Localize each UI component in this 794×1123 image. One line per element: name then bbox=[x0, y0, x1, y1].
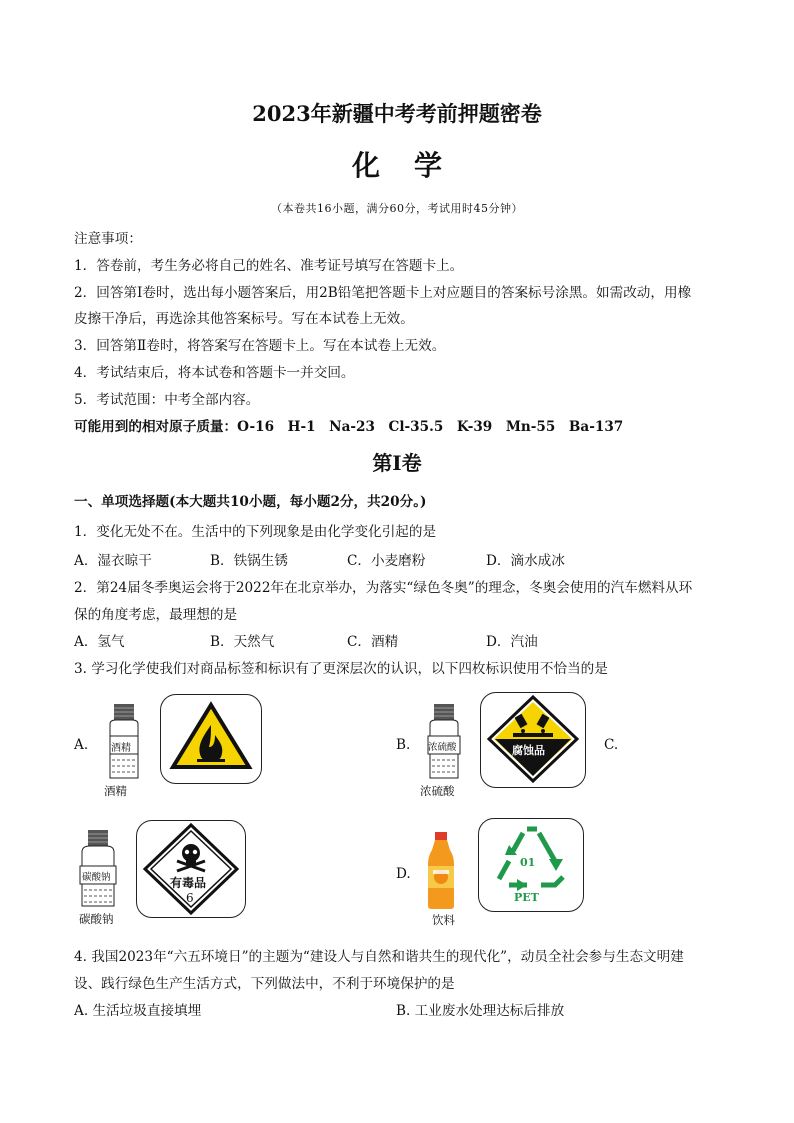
note-item: 5．考试范围：中考全部内容。 bbox=[74, 392, 260, 408]
q3-d-recycle-num: 01 bbox=[520, 856, 536, 869]
note-item: 4．考试结束后，将本试卷和答题卡一并交回。 bbox=[74, 365, 355, 381]
q3-letter-b: B. bbox=[396, 737, 411, 753]
q4-option-a: A. 生活垃圾直接填埋 bbox=[74, 1003, 202, 1019]
note-item: 3．回答第Ⅱ卷时，将答案写在答题卡上。写在本试卷上无效。 bbox=[74, 338, 446, 354]
q3-letter-a: A. bbox=[74, 737, 89, 753]
subject-title: 化学 bbox=[351, 149, 476, 182]
q3-c-sign-text: 有毒品 bbox=[170, 876, 207, 890]
corrosive-icon bbox=[481, 693, 585, 787]
q3-letter-d: D. bbox=[396, 866, 411, 882]
section-heading: 一、单项选择题(本大题共10小题，每小题2分，共20分。) bbox=[74, 494, 427, 510]
q1-stem: 1．变化无处不在。生活中的下列现象是由化学变化引起的是 bbox=[74, 524, 437, 540]
q3-b-caption: 浓硫酸 bbox=[420, 784, 455, 798]
q3-c-bottle-label: 碳酸钠 bbox=[82, 872, 111, 883]
q2-stem: 2．第24届冬季奥运会将于2022年在北京举办，为落实“绿色冬奥”的理念，冬奥会使用的汽车燃料从环 bbox=[74, 580, 693, 596]
atomic-mass-line: 可能用到的相对原子质量：O-16 H-1 Na-23 Cl-35.5 K-39 Mn-55 Ba-137 bbox=[74, 419, 624, 435]
exam-note: （本卷共16小题，满分60分，考试用时45分钟） bbox=[271, 202, 523, 215]
q3-a-bottle-label: 酒精 bbox=[111, 743, 131, 754]
q1-option-b: B．铁锅生锈 bbox=[210, 553, 288, 569]
q3-a-sign-bubble bbox=[160, 694, 262, 784]
note-item: 2．回答第Ⅰ卷时，选出每小题答案后，用2B铅笔把答题卡上对应题目的答案标号涂黑。如需改动，用橡 bbox=[74, 285, 692, 301]
q3-d-recycle-text: PET bbox=[514, 891, 539, 904]
q3-b-sign-bubble bbox=[480, 692, 586, 788]
q3-b-sign-text: 腐蚀品 bbox=[512, 744, 545, 757]
q3-b-bottle-label: 浓硫酸 bbox=[428, 742, 457, 753]
exam-title: 2023年新疆中考考前押题密卷 bbox=[252, 101, 542, 126]
q3-stem: 3. 学习化学使我们对商品标签和标识有了更深层次的认识，以下四枚标识使用不恰当的是 bbox=[74, 661, 608, 677]
flammable-icon bbox=[161, 695, 261, 783]
volume-title: 第Ⅰ卷 bbox=[372, 451, 422, 475]
q1-option-d: D．滴水成冰 bbox=[486, 553, 565, 569]
note-item: 1．答卷前，考生务必将自己的姓名、准考证号填写在答题卡上。 bbox=[74, 258, 464, 274]
q2-option-a: A．氢气 bbox=[74, 634, 125, 650]
q1-option-c: C．小麦磨粉 bbox=[347, 553, 426, 569]
q3-c-caption: 碳酸钠 bbox=[79, 912, 114, 926]
q2-option-b: B．天然气 bbox=[210, 634, 275, 650]
q2-option-c: C．酒精 bbox=[347, 634, 399, 650]
q4-stem: 4. 我国2023年“六五环境日”的主题为“建设人与自然和谐共生的现代化”，动员全社会参与生态文明建 bbox=[74, 949, 684, 965]
q4-stem-cont: 设、践行绿色生产生活方式，下列做法中，不利于环境保护的是 bbox=[74, 976, 455, 992]
q3-letter-c: C. bbox=[604, 737, 619, 753]
q2-stem-cont: 保的角度考虑，最理想的是 bbox=[74, 607, 238, 623]
q1-option-a: A．湿衣晾干 bbox=[74, 553, 152, 569]
note-item: 皮擦干净后，再选涂其他答案标号。写在本试卷上无效。 bbox=[74, 311, 414, 327]
q3-a-caption: 酒精 bbox=[104, 784, 127, 798]
q3-c-sign-num: 6 bbox=[186, 891, 194, 905]
q3-d-juice-bottle bbox=[424, 830, 458, 914]
q3-d-caption: 饮料 bbox=[432, 913, 455, 927]
q4-option-b: B. 工业废水处理达标后排放 bbox=[396, 1003, 565, 1019]
notes-heading: 注意事项： bbox=[74, 231, 142, 247]
q2-option-d: D．汽油 bbox=[486, 634, 538, 650]
